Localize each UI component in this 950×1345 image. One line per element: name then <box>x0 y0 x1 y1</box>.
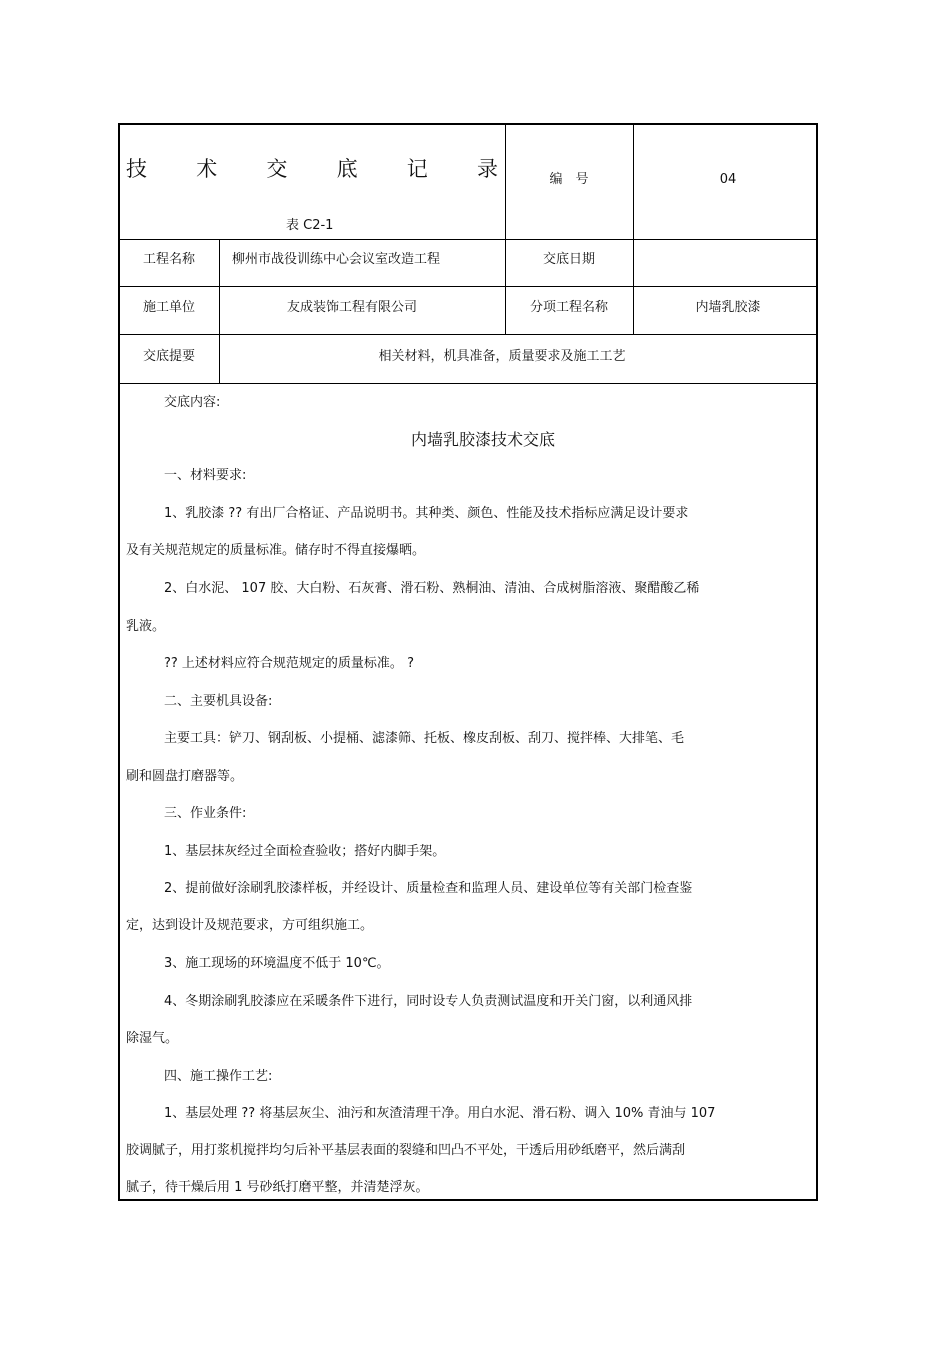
paragraph-line: 除湿气。 <box>126 1031 179 1046</box>
number-value: 04 <box>719 172 737 187</box>
title-char: 录 <box>476 157 498 181</box>
paragraph-line: 2、白水泥、 107 胶、大白粉、石灰膏、滑石粉、熟桐油、清油、合成树脂溶液、聚醋酸乙稀 <box>164 581 700 596</box>
paragraph-line: 1、乳胶漆 ?? 有出厂合格证、产品说明书。其种类、颜色、性能及技术指标应满足设计要求 <box>164 506 689 521</box>
summary-value: 相关材料，机具准备，质量要求及施工工艺 <box>378 349 626 364</box>
section-heading: 一、材料要求: <box>164 468 247 483</box>
title-char: 交 <box>266 157 288 181</box>
project-name-label: 工程名称 <box>142 252 196 267</box>
section-heading: 四、施工操作工艺: <box>164 1069 273 1084</box>
title-char: 术 <box>196 157 218 181</box>
paragraph-line: 乳液。 <box>126 619 166 634</box>
subitem-value: 内墙乳胶漆 <box>695 300 761 315</box>
paragraph-line: ?? 上述材料应符合规范规定的质量标准。 ? <box>164 656 414 671</box>
form-title <box>126 157 498 181</box>
row-divider <box>120 334 816 335</box>
row-divider <box>120 239 816 240</box>
unit-value: 友成装饰工程有限公司 <box>286 300 418 315</box>
paragraph-line: 胶调腻子，用打浆机搅拌均匀后补平基层表面的裂缝和凹凸不平处，干透后用砂纸磨平，然后满刮 <box>126 1143 686 1158</box>
section-heading: 二、主要机具设备: <box>164 694 273 709</box>
summary-label: 交底提要 <box>142 349 196 364</box>
date-label: 交底日期 <box>542 252 596 267</box>
paragraph-line: 主要工具：铲刀、钢刮板、小提桶、滤漆筛、托板、橡皮刮板、刮刀、搅拌棒、大排笔、毛 <box>164 731 685 746</box>
paragraph-line: 4、冬期涂刷乳胶漆应在采暖条件下进行，同时设专人负责测试温度和开关门窗，以利通风排 <box>164 994 693 1009</box>
content-label: 交底内容: <box>164 395 221 410</box>
technical-disclosure-form <box>118 123 818 1201</box>
number-label: 编 号 <box>549 172 589 187</box>
unit-label: 施工单位 <box>142 300 196 315</box>
column-divider <box>219 239 220 383</box>
row-divider <box>120 383 816 384</box>
title-char: 底 <box>336 157 358 181</box>
section-heading: 三、作业条件: <box>164 806 247 821</box>
paragraph-line: 刷和圆盘打磨器等。 <box>126 769 244 784</box>
paragraph-line: 3、施工现场的环境温度不低于 10℃。 <box>164 956 390 971</box>
paragraph-line: 2、提前做好涂刷乳胶漆样板，并经设计、质量检查和监理人员、建设单位等有关部门检查鉴 <box>164 881 693 896</box>
title-char: 记 <box>406 157 428 181</box>
content-heading: 内墙乳胶漆技术交底 <box>410 430 556 449</box>
column-divider <box>505 286 506 334</box>
row-divider <box>120 286 816 287</box>
title-char: 技 <box>126 157 147 181</box>
column-divider <box>633 125 634 334</box>
paragraph-line: 腻子，待干燥后用 1 号砂纸打磨平整，并清楚浮灰。 <box>126 1180 429 1195</box>
form-code: 表 C2-1 <box>286 218 334 233</box>
subitem-label: 分项工程名称 <box>529 300 609 315</box>
project-name-value: 柳州市战役训练中心会议室改造工程 <box>232 252 441 267</box>
paragraph-line: 1、基层处理 ?? 将基层灰尘、油污和灰渣清理干净。用白水泥、滑石粉、调入 10% 青油与 107 <box>164 1106 716 1121</box>
paragraph-line: 定，达到设计及规范要求，方可组织施工。 <box>126 918 374 933</box>
paragraph-line: 及有关规范规定的质量标准。储存时不得直接爆晒。 <box>126 543 426 558</box>
paragraph-line: 1、基层抹灰经过全面检查验收；搭好内脚手架。 <box>164 844 446 859</box>
column-divider <box>505 125 506 286</box>
